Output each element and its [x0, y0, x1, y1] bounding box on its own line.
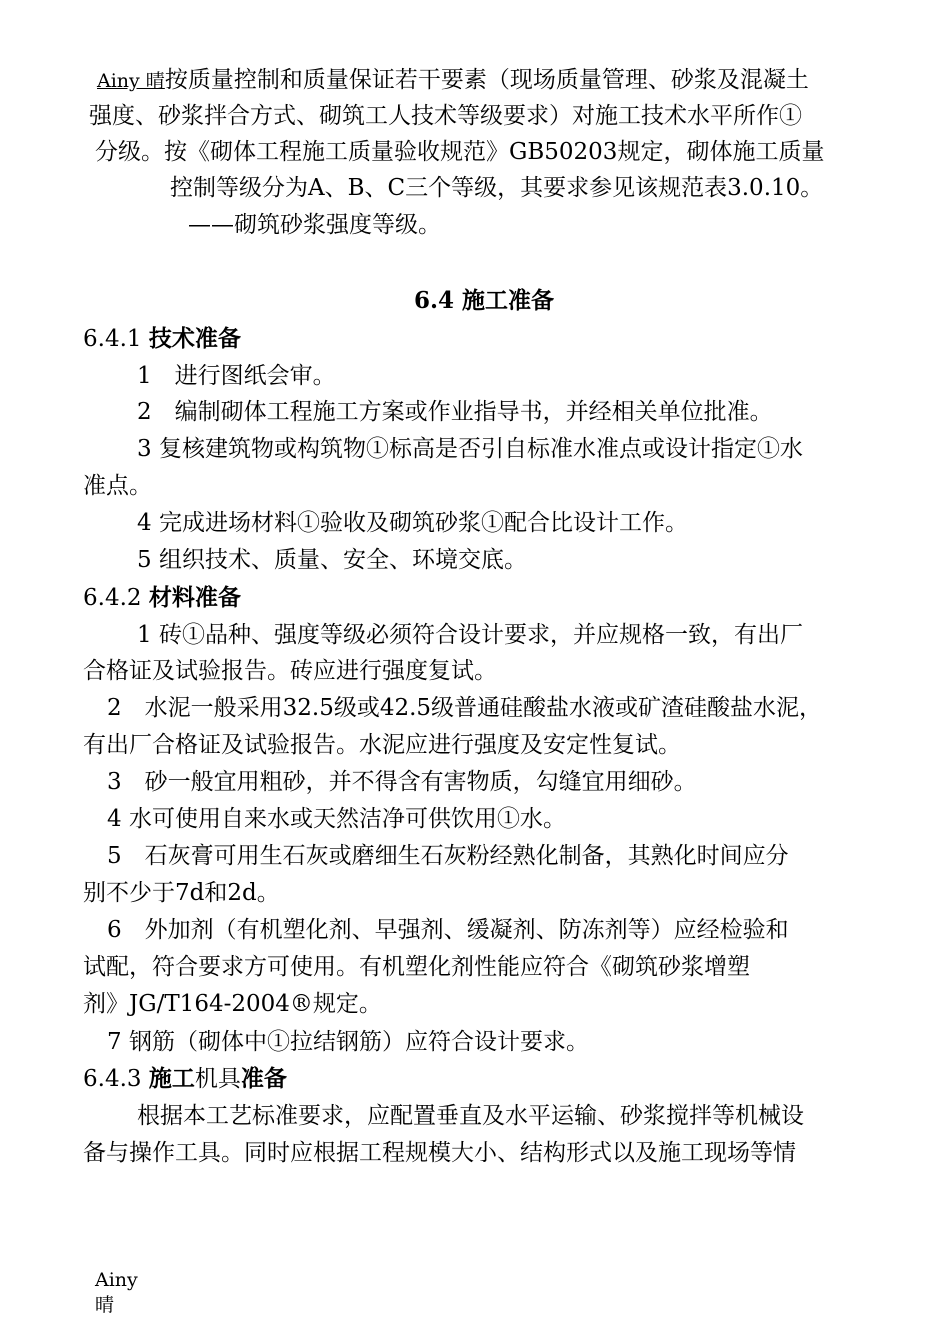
intro-line-5: ——砌筑砂浆强度等级。	[188, 212, 441, 238]
intro-line-2: 强度、砂浆拌合方式、砌筑工人技术等级要求）对施工技术水平所作①	[89, 103, 802, 129]
author-link[interactable]: Ainy 晴	[97, 70, 165, 92]
list-item: 1 砖①品种、强度等级必须符合设计要求，并应规格一致，有出厂	[137, 622, 803, 648]
paragraph-line: 根据本工艺标准要求，应配置垂直及水平运输、砂浆搅拌等机械设	[137, 1103, 804, 1129]
subsection-number: 6.4.2	[83, 585, 149, 611]
list-item: 3 复核建筑物或构筑物①标高是否引自标准水准点或设计指定①水	[137, 436, 803, 462]
list-item-continued: 别不少于7d和2d。	[83, 880, 280, 906]
intro-line-4: 控制等级分为A、B、C三个等级，其要求参见该规范表3.0.10。	[170, 175, 824, 201]
intro-line-1: Ainy 晴按质量控制和质量保证若干要素（现场质量管理、砂浆及混凝土	[97, 67, 809, 93]
list-item: 1 进行图纸会审。	[137, 363, 336, 389]
list-item: 2 编制砌体工程施工方案或作业指导书，并经相关单位批准。	[137, 399, 773, 425]
list-item-continued: 准点。	[83, 473, 152, 499]
list-item-continued: 剂》JG/T164-2004®规定。	[83, 991, 382, 1017]
list-item-continued: 有出厂合格证及试验报告。水泥应进行强度及安定性复试。	[83, 732, 681, 758]
footer-author: Ainy 晴	[95, 1269, 138, 1316]
subsection-number: 6.4.1	[83, 326, 149, 352]
list-item: 5 石灰膏可用生石灰或磨细生石灰粉经熟化制备，其熟化时间应分	[107, 843, 789, 869]
list-item-continued: 合格证及试验报告。砖应进行强度复试。	[83, 658, 497, 684]
subsection-title: 材料准备	[148, 584, 241, 611]
intro-line-3: 分级。按《砌体工程施工质量验收规范》GB50203规定，砌体施工质量	[95, 139, 825, 165]
list-item: 2 水泥一般采用32.5级或42.5级普通硅酸盐水液或矿渣硅酸盐水泥，	[107, 695, 823, 721]
subsection-equipment-heading: 6.4.3 施工机具准备	[83, 1065, 287, 1092]
subsection-title: 技术准备	[148, 325, 241, 352]
list-item: 5 组织技术、质量、安全、环境交底。	[137, 547, 527, 573]
subsection-number: 6.4.3	[83, 1066, 149, 1092]
paragraph-line: 备与操作工具。同时应根据工程规模大小、结构形式以及施工现场等情	[83, 1140, 796, 1166]
list-item: 4 完成进场材料①验收及砌筑砂浆①配合比设计工作。	[137, 510, 688, 536]
list-item: 7 钢筋（砌体中①拉结钢筋）应符合设计要求。	[107, 1029, 589, 1055]
list-item-continued: 试配，符合要求方可使用。有机塑化剂性能应符合《砌筑砂浆增塑	[83, 954, 750, 980]
subsection-material-heading	[83, 583, 241, 613]
section-title: 6.4 施工准备	[414, 287, 555, 314]
list-item: 6 外加剂（有机塑化剂、早强剂、缓凝剂、防冻剂等）应经检验和	[107, 917, 789, 943]
list-item: 3 砂一般宜用粗砂，并不得含有害物质，勾缝宜用细砂。	[107, 769, 697, 795]
subsection-tech-heading	[83, 324, 241, 354]
list-item: 4 水可使用自来水或天然洁净可供饮用①水。	[107, 806, 566, 832]
